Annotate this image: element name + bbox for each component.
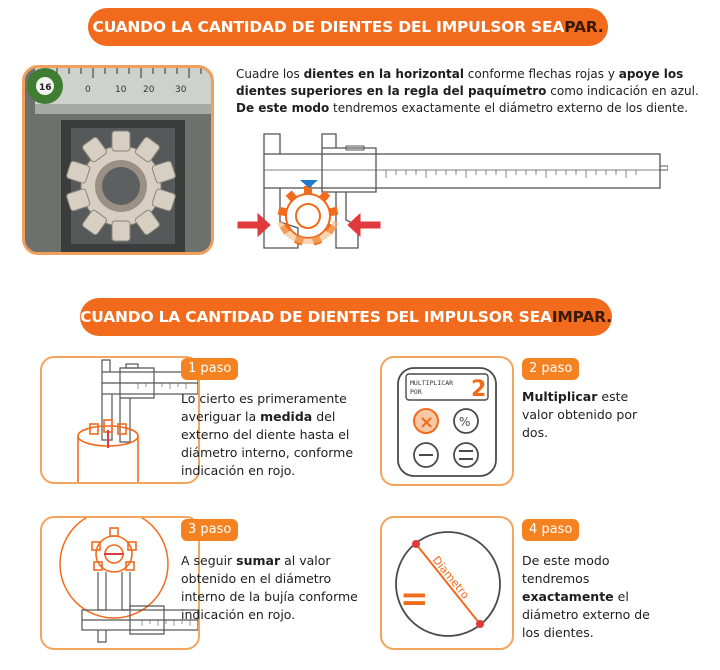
- step-4-text: [522, 552, 652, 642]
- calc-label-line-1: MULTIPLICAR: [410, 379, 454, 387]
- intro-text: [236, 66, 706, 117]
- step-3-tag: 3 paso: [181, 519, 238, 541]
- ruler-number-0: 0: [85, 85, 91, 95]
- step-1-tag: 1 paso: [181, 358, 238, 380]
- step-1-text-2: del externo del diente hasta el diámetro interno, conforme indicación en rojo.: [181, 409, 354, 478]
- step-4-illustration: [380, 516, 514, 650]
- intro-text-2: conforme flechas rojas y: [463, 67, 619, 81]
- step-3-text: [181, 552, 361, 624]
- step-3-illustration: [40, 516, 200, 650]
- step-4-text-2: el diámetro externo de los dientes.: [522, 589, 650, 640]
- step-2-illustration: [380, 356, 514, 486]
- banner-par-emph: PAR.: [564, 18, 604, 36]
- step-1-text: [181, 390, 361, 480]
- step-1-illustration: [40, 356, 200, 484]
- ruler-number-30: 30: [175, 85, 187, 95]
- diameter-label: Diametro: [429, 553, 472, 602]
- svg-text:%: %: [459, 415, 471, 429]
- ruler-number-10: 10: [115, 85, 127, 95]
- banner-par-lead: CUANDO LA CANTIDAD DE DIENTES DEL IMPULSOR SEA: [92, 18, 565, 36]
- calc-label-line-2: POR: [410, 388, 422, 396]
- step-2-text: [522, 388, 652, 442]
- step-3-text-2: al valor obtenido en el diámetro interno de la bujía conforme indicación en rojo.: [181, 553, 358, 622]
- banner-impar-lead: CUANDO LA CANTIDAD DE DIENTES DEL IMPULSOR SEA: [80, 308, 552, 326]
- step-4-text-1: De este modo tendremos: [522, 553, 610, 586]
- step-2-tag: 2 paso: [522, 358, 579, 380]
- step-2-text-1: este valor obtenido por dos.: [522, 389, 638, 440]
- intro-bold-3: De este modo: [236, 101, 330, 115]
- banner-impar: [80, 298, 612, 336]
- step-1-bold: medida: [260, 409, 313, 424]
- banner-impar-emph: IMPAR.: [551, 308, 612, 326]
- intro-bold-2: apoye los dientes superiores en la regla del paquímetro: [236, 67, 684, 98]
- intro-text-1: Cuadre los: [236, 67, 304, 81]
- step-4-bold: exactamente: [522, 589, 614, 604]
- step-3-text-1: A seguir: [181, 553, 237, 568]
- equals-sign: =: [400, 579, 429, 619]
- intro-text-4: tendremos exactamente el diámetro externo de los diente.: [329, 101, 689, 115]
- caliper-illustration: [236, 130, 668, 260]
- step-3-bold: sumar: [236, 553, 281, 568]
- equals-key-icon: [454, 443, 478, 467]
- svg-text:×: ×: [419, 412, 435, 433]
- banner-par: [88, 8, 608, 46]
- pinion-photo: [22, 65, 214, 255]
- step-1-text-1: Lo cierto es primeramente averiguar la: [181, 391, 347, 424]
- calc-value: 2: [471, 377, 487, 402]
- dial-number: 16: [39, 83, 52, 93]
- ruler-number-20: 20: [143, 85, 155, 95]
- step-4-tag: 4 paso: [522, 519, 579, 541]
- blue-marker-icon: [300, 180, 318, 188]
- intro-text-3: como indicación en azul.: [546, 84, 699, 98]
- step-2-bold: Multiplicar: [522, 389, 598, 404]
- intro-bold-1: dientes en la horizontal: [303, 67, 464, 81]
